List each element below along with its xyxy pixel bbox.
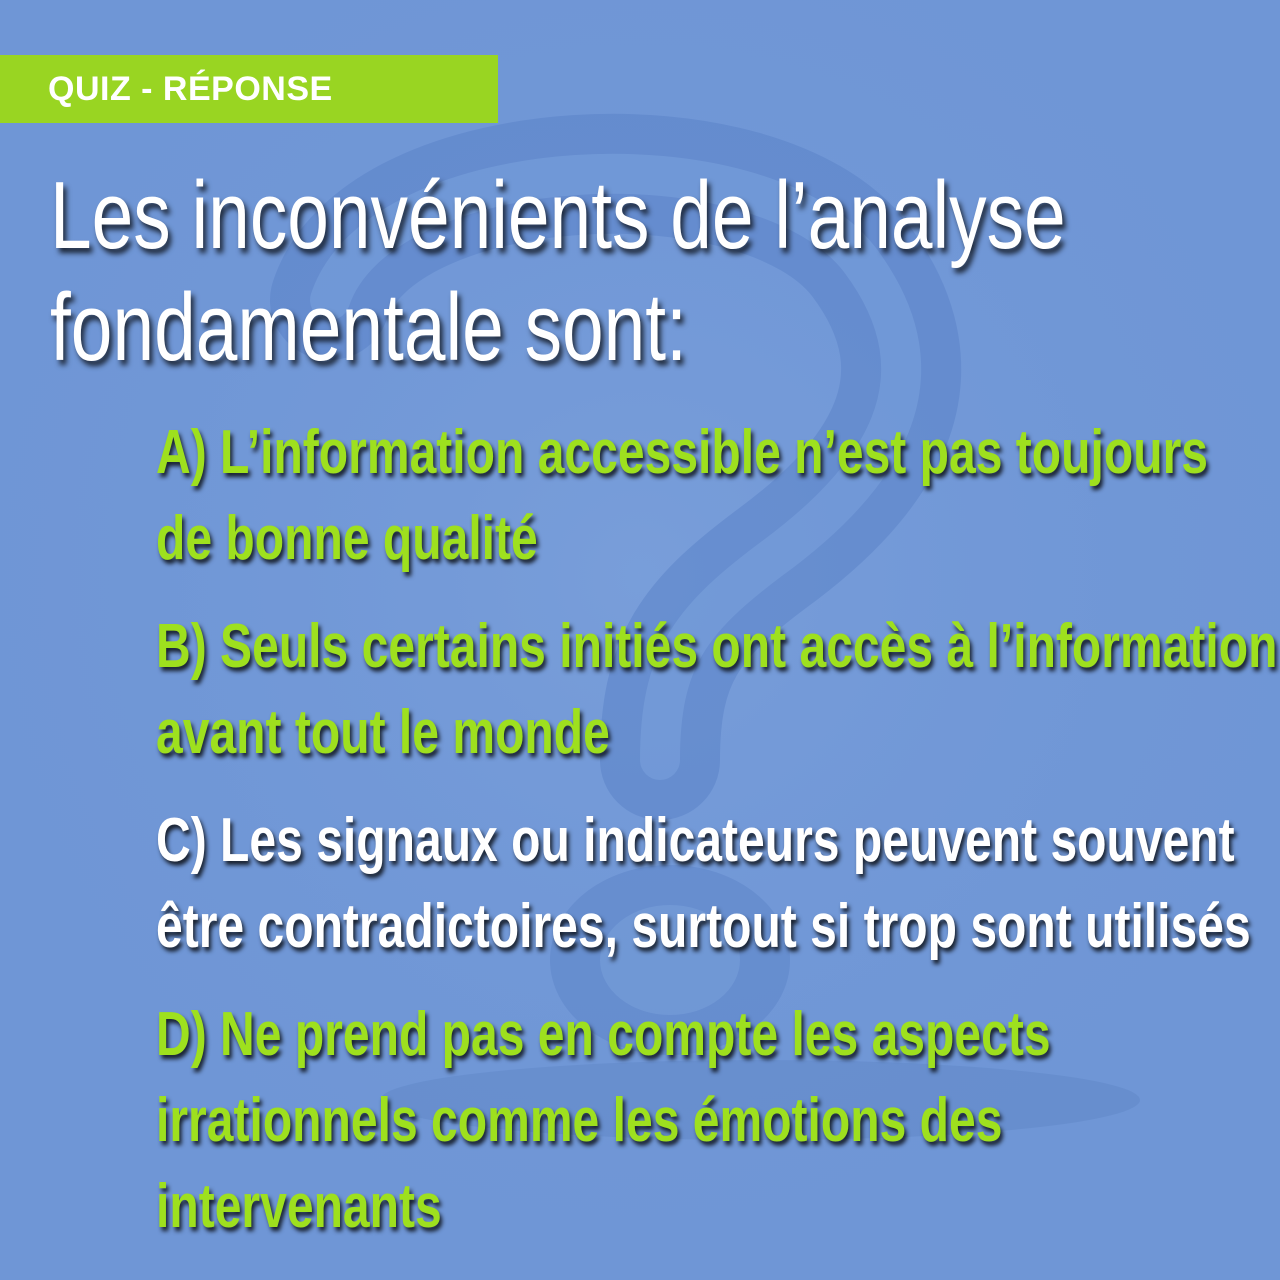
answer-d [156,992,1241,1250]
answer-b-line-2: avant tout le monde [156,698,610,767]
question-title-line-2: fondamentale sont: [50,274,687,381]
answer-d-line-1: D) Ne prend pas en compte les aspects [156,1000,1051,1069]
answer-c-line-1: C) Les signaux ou indicateurs peuvent souvent [156,806,1235,875]
answer-list [156,410,1278,1272]
answer-a-line-1: A) L’information accessible n’est pas toujours [156,418,1208,487]
question-title [50,160,1066,384]
answer-d-line-2: irrationnels comme les émotions des [156,1086,1003,1155]
answer-d-line-3: intervenants [156,1172,442,1241]
answer-b-line-1: B) Seuls certains initiés ont accès à l’information [156,612,1278,681]
answer-b [156,604,1278,776]
answer-a-line-2: de bonne qualité [156,504,538,573]
quiz-answer-badge: QUIZ - RÉPONSE [0,55,498,123]
answer-c [156,798,1251,970]
answer-c-line-2: être contradictoires, surtout si trop sont utilisés [156,892,1251,961]
answer-a [156,410,1241,582]
question-title-line-1: Les inconvénients de l’analyse [50,162,1066,269]
